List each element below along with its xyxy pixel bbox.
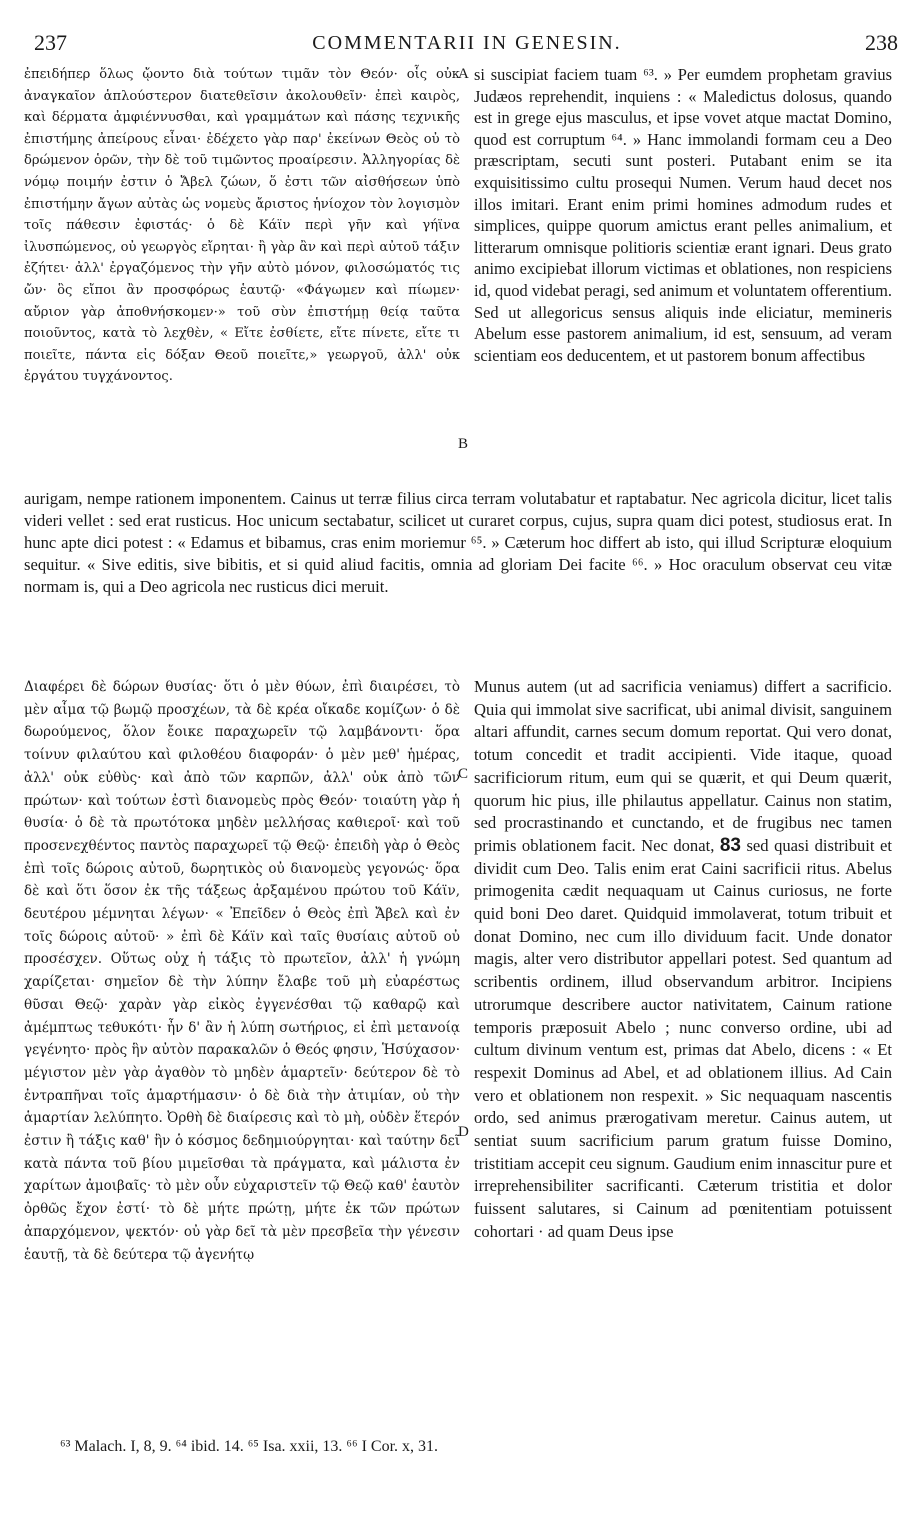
latin-text-bottom-part1: Munus autem (ut ad sacrificia veniamus) differt a sacrificio. Quia qui immolat sive sacrificat, ubi animal divisit, sanguinem altari affundit, carnes secum domum reportat. Qui vero donat, totum concedit et tradit accipienti. Vide itaque, quoad sacrificiorum ritum, eum qui se quærit, et qui Deum quærit, quorum hic pius, ille philautus appellatur. Cainus non statim, sed procrastinando et cunctando, et de frugibus nec tamen primis oblationem facit. Nec donat, — [474, 677, 892, 855]
margin-marker-a: A — [458, 66, 469, 82]
margin-marker-b: B — [458, 436, 469, 452]
running-header — [30, 30, 904, 56]
page-number-right: 238 — [865, 30, 898, 55]
greek-column-top — [24, 64, 460, 488]
running-title: COMMENTARII IN GENESIN. — [312, 32, 622, 54]
latin-column-top — [474, 64, 892, 488]
latin-text-bottom-part2: sed quasi distribuit et dividit cum Deo. Talis enim erat Caini sacrificii ritus. Abelus primogenita cædit nequaquam ut Cainus curiosus, ne forte quid boni Deo daret. Quidquid immolaverat, totum tribuit et donat Domino, nec cum illo dividuum facit. Unde donator magis, alter vero distributor appellari potest. Sed quantum ad scribentis ordinem, illud observandum arbitror. Incipiens utrorumque describere auctor nativitatem, Cainum ratione temporis præposuit Abelo ; nunc converso ordine, ubi ad cultum divinum ventum est, primas dat Abelo, dicens : « Et respexit Dominus ad Abel, et ad oblationem illius. Ad Cain vero et oblationem non respexit. » Sic nequaquam nascentis ordo, sed animus prærogativam meretur. Cainus autem, ut sentiat suum sacrificium parum gratum fuisse Domino, tristitiam accepit ceu signum. Gaudium enim innascitur pure et irreprehensibiliter sacrificanti. Cæterum tristitia et dolor fuissent salutares, si Cainum ad pœnitentiam potuissent cohortari · ad quam Deus ipse — [474, 835, 892, 1241]
greek-text-top: ἐπειδήπερ ὅλως ᾤοντο διὰ τούτων τιμᾶν τὸν Θεόν· οἷς οὐκ ἀναγκαῖον ἁπλούστερον διατεθεῖσιν ἀκολουθεῖν· ἐπεὶ καιρὸς, καὶ δέρματα ἀμφιέννυσθαι, καὶ γραμμάτων καὶ πάσης τεχνικῆς ἐπιστήμης ἀπείρους εἶναι· ἐδέχετο γὰρ παρ' ἐκείνων Θεὸς οὐ τὸ δρώμενον ὁρῶν, τὴν δὲ τοῦ τιμῶντος προαίρεσιν. Ἀλληγορίας δὲ νόμῳ ποιμήν ἐστιν ὁ Ἄβελ ζώων, ὅ ἐστι τῶν αἰσθήσεων ὑπὸ ἐπιστήμην ἄγων αὐτὰς ὡς νομεὺς ἄριστος ἡνίοχον τὸν λογισμὸν τοῖς πάθεσιν ἐφιστάς· ὁ δὲ Κάϊν περὶ γῆν καὶ γήϊνα ἰλυσπώμενος, οὐ γεωργὸς εἴρηται· ἢ γὰρ ἂν καὶ περὶ αὐτοῦ τάξιν ἐζήτει· ἀλλ' ἐργαζόμενος τὴν γῆν αὐτὸ μόνον, φιλοσώματός τις ὤν· ὃς εἴποι ἂν προσφόρως ἑαυτῷ· «Φάγωμεν καὶ πίωμεν· αὔριον γὰρ ἀποθνήσκομεν·» τοῦ σὺν ἐπιστήμῃ θείᾳ ταῦτα ποιοῦντος, κατὰ τὸ λεχθὲν, « Εἴτε ἐσθίετε, εἴτε πίνετε, εἴτε τι ποιεῖτε, πάντα εἰς δόξαν Θεοῦ ποιεῖτε,» γεωργοῦ, ἀλλ' οὐκ ἐργάτου τυγχάνοντος. — [24, 67, 460, 385]
column-number-inline: 83 — [719, 834, 741, 856]
latin-text-bottom — [474, 676, 892, 1244]
latin-column-bottom — [474, 676, 892, 1428]
latin-text-top: si suscipiat faciem tuam ⁶³. » Per eumdem prophetam gravius Judæos reprehendit, inquiens : « Maledictus dolosus, quando est in grege ejus masculus, et ipse vovet atque mactat Domino, quod est corruptum ⁶⁴. » Hanc immolandi formam ceu a Deo præscriptam, secuti sunt posteri. Putabant enim se ita exquisitissimo cultu prosequi Numen. Verum haud decet nos illos imitari. Erant enim primi homines admodum rudes et simplices, quippe quorum amictus erant pelles animalium, et litterarum omnisque politioris scientiæ erant ignari. Deus grato animo excipiebat illorum victimas et oblationes, non respiciens id, quod videbat peragi, sed animum et voluntatem offerentium. Sed ut allegoricus sensus aliquis inde eliciatur, memineris Abelum esse pastorem animalium, id est, sensuum, ad veram scientiam eos deducentem, et ut pastorem bonum affectibus — [474, 65, 892, 365]
page-number-left: 237 — [34, 30, 67, 55]
latin-fullwidth-block — [24, 488, 892, 656]
footnotes: ⁶³ Malach. I, 8, 9. ⁶⁴ ibid. 14. ⁶⁵ Isa. xxii, 13. ⁶⁶ I Cor. x, 31. — [60, 1438, 439, 1455]
latin-text-fullwidth: aurigam, nempe rationem imponentem. Cainus ut terræ filius circa terram volutabatur et raptabatur. Nec agricola dicitur, licet talis videri vellet : sed erat rusticus. Hoc unicum sectabatur, scilicet ut curaret corpus, cujus, supra quam dici potest, studiosus erat. In hunc apte dici potest : « Edamus et bibamus, cras enim moriemur ⁶⁵. » Cæterum hoc differt ab isto, qui illud Scripturæ eloquium sequitur. « Sive editis, sive bibitis, et si quid aliud facitis, omnia ad gloriam Dei facite ⁶⁶. » Hoc oraculum observat ceu vitæ normam is, qui a Deo agricola nec rusticus dici meruit. — [24, 489, 892, 596]
greek-text-bottom: Διαφέρει δὲ δώρων θυσίας· ὅτι ὁ μὲν θύων, ἐπὶ διαιρέσει, τὸ μὲν αἷμα τῷ βωμῷ προσχέων, τὰ δὲ κρέα οἴκαδε κομίζων· ὁ δὲ δωρούμενος, ὅλον ἔοικε παραχωρεῖν τῷ λαμβάνοντι· ὅρα τοίνυν φιλαύτου καὶ φιλοθέου διαφοράν· ὁ μὲν μεθ' ἡμέρας, ἀλλ' οὐκ εὐθὺς· καὶ ἀπὸ τῶν καρπῶν, ἀλλ' οὐκ ἀπὸ τῶν πρώτων· καὶ τούτων ἐστὶ διανομεὺς πρὸς Θεόν· τοιαύτη γὰρ ἡ θυσία· ὁ δὲ τὰ πρωτότοκα μηδὲν μελλήσας καθιεροῖ· καὶ τοῦ προσενεχθέντος παντὸς παραχωρεῖ τῷ Θεῷ· ἐπειδὴ γὰρ ὁ Θεὸς ἐπὶ τοῖς δώροις αὐτοῦ, δωρητικὸς οὐ διανομεὺς γεγονώς· ὅρα δὲ καὶ ὅτι ὅσον ἐκ τῆς τάξεως ἀρξαμένου πρώτου τοῦ Κάϊν, δευτέρου μέμνηται λέγων· « Ἐπεῖδεν ὁ Θεὸς ἐπὶ Ἄβελ καὶ ἐν τοῖς δώροις αὐτοῦ· » ἐπὶ δὲ Κάϊν καὶ ταῖς θυσίαις αὐτοῦ οὐ προσέσχεν. Οὕτως οὐχ ἡ τάξις τὸ πρωτεῖον, ἀλλ' ἡ γνώμη χαρίζεται· σημεῖον δὲ τὴν λύπην ἔλαβε τοῦ μὴ εὐαρέστως θῦσαι Θεῷ· χαρὰν γὰρ εἰκὸς ἐγγενέσθαι τῷ καθαρῷ καὶ ἀμέμπτως τεθυκότι· ἦν δ' ἂν ἡ λύπη σωτήριος, εἰ ἐπὶ μετανοίᾳ γεγένητο· πρὸς ἣν αὐτὸν παρακαλῶν ὁ Θεός φησιν, Ἡσύχασον· μέγιστον μὲν γὰρ ἀγαθὸν τὸ μηδὲν ἁμαρτεῖν· δεύτερον δὲ τὸ ἐντραπῆναι τοῖς ἁμαρτήμασιν· ὁ δὲ διὰ τὴν ἀτιμίαν, οὐ τὴν ἁμαρτίαν λελύπητο. Ὀρθὴ δὲ διαίρεσις καὶ τὸ μὴ, οὐδὲν ἕτερόν ἐστιν ἢ τάξις καθ' ἣν ὁ κόσμος δεδημιούργηται· καὶ ταύτην δεῖ κατὰ πάντα τοῦ βίου μιμεῖσθαι τὰ πράγματα, καὶ μάλιστα ἐν χαρίτων ἀμοιβαῖς· τὸ μὲν οὖν εὐχαριστεῖν τῷ Θεῷ καθ' ἑαυτὸν ὀρθῶς ἔχον ἐστί· τὸ δὲ μήτε πρώτῃ, μήτε ἐκ τῶν πρώτων ἀπαρχόμενον, ψεκτόν· οὐ γὰρ δεῖ τὰ μὲν πρεσβεῖα τὴν γένεσιν ἑαυτῇ, τὰ δὲ δεύτερα τῷ ἀγενήτῳ — [24, 679, 460, 1263]
margin-marker-c: C — [458, 766, 469, 782]
greek-column-bottom — [24, 676, 460, 1428]
margin-marker-d: D — [458, 1124, 469, 1140]
